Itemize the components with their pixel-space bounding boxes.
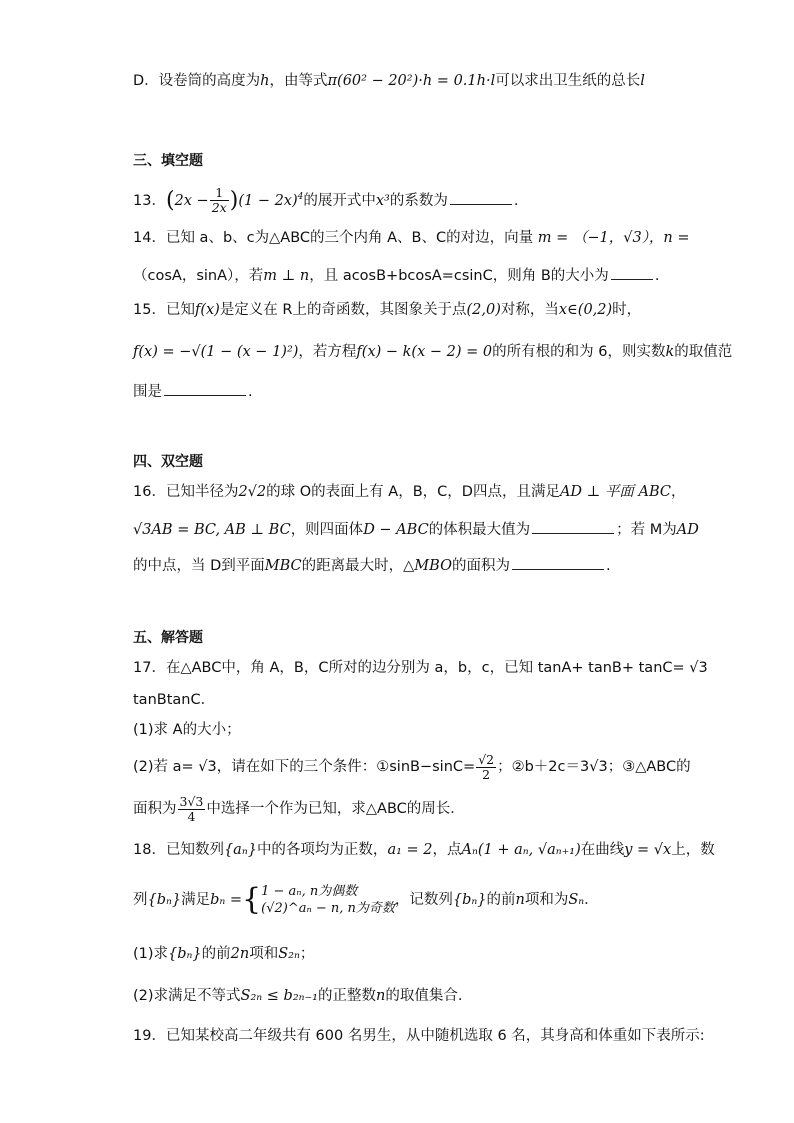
option-d-formula: π(60² − 20²)·h = 0.1h·l xyxy=(327,73,496,89)
question-16-line-1: 16．已知半径为2√2的球 O的表面上有 A，B，C，D四点，且满足AD ⊥ 平面 ABC， xyxy=(133,484,686,500)
question-19-line-1: 19．已知某校高二年级共有 600 名男生，从中随机选取 6 名，其身高和体重如下表所示: xyxy=(133,1028,705,1044)
height-var: h xyxy=(260,73,270,89)
question-18-part-2: (2)求满足不等式S₂ₙ ≤ b₂ₙ₋₁的正整数n的取值集合. xyxy=(133,988,463,1004)
option-d-suffix: 可以求出卫生纸的总长 xyxy=(495,73,641,89)
q16-answer-blank-1[interactable] xyxy=(532,518,614,534)
question-17-line-1: 17．在△ABC中，角 A，B，C所对的边分别为 a，b，c，已知 tanA+ tanB+ tanC= √3 xyxy=(133,660,708,676)
q14-vectors: m = （−1，√3），n = xyxy=(537,230,690,246)
q13-term: x³ xyxy=(375,192,390,209)
section-heading-fill-in: 三、填空题 xyxy=(133,153,203,169)
option-d-prefix: D．设卷筒的高度为 xyxy=(133,73,261,89)
question-13: 13．(2x − $\frac{1}{2x}$ )$(1 - 2x)^4$的展开式中x³的系数为 . xyxy=(133,185,519,216)
q14-answer-blank[interactable] xyxy=(611,264,653,280)
question-17-part-2: (2)若 a= √3，请在如下的三个条件：①sinB−sinC= $\frac{√2}{2}$ ；②b＋2c＝3√3；③△ABC的 xyxy=(133,751,691,782)
question-18-line-2: 列{bₙ}满足bₙ ={ 1 − aₙ, n为偶数 (√2)^aₙ − n, n为奇数 ，记数列{bₙ}的前n项和为Sₙ． xyxy=(133,882,599,917)
section-heading-double-blank: 四、双空题 xyxy=(133,454,203,470)
q17-fraction-1: $\frac{√2}{2}$ xyxy=(478,751,495,782)
q15-function-def: f(x) = −√(1 − (x − 1)²) xyxy=(133,344,299,360)
question-18-line-1: 18．已知数列{aₙ}中的各项均为正数，a₁ = 2，点Aₙ(1 + aₙ, √aₙ₊₁)在曲线y = √x上，数 xyxy=(133,842,715,858)
question-15-line-3: 围是 . xyxy=(133,380,661,402)
q14-perpendicular: m ⊥ n xyxy=(263,268,310,284)
question-17-part-2-cont: 面积为 $\frac{3√3}{4}$ 中选择一个作为已知，求△ABC的周长． xyxy=(133,793,465,824)
q13-expr-b: (1 − 2x) xyxy=(238,192,298,209)
q18-piecewise: 1 − aₙ, n为偶数 (√2)^aₙ − n, n为奇数 xyxy=(261,884,395,916)
question-14-line-2: （cosA，sinA），若m ⊥ n，且 acosB+bcosA=csinC，则角 B的大小为 . xyxy=(133,264,661,286)
q13-expr-a: 2x − xyxy=(174,192,209,209)
option-d-line xyxy=(133,71,661,91)
q13-answer-blank[interactable] xyxy=(450,189,512,205)
q15-equation: f(x) − k(x − 2) = 0 xyxy=(356,344,493,360)
q13-fraction: $\frac{1}{2x}$ xyxy=(211,185,227,216)
q15-answer-blank[interactable] xyxy=(164,380,246,396)
question-15-line-1: 15．已知f(x)是定义在 R上的奇函数，其图象关于点(2,0)对称，当x∈(0,2)时， xyxy=(133,302,642,318)
question-16-line-3: 的中点，当 D到平面MBC的距离最大时，△MBO的面积为 . xyxy=(133,554,661,576)
question-17-part-1: (1)求 A的大小； xyxy=(133,722,241,738)
section-heading-solve: 五、解答题 xyxy=(133,630,203,646)
question-16-line-2: √3AB = BC, AB ⊥ BC，则四面体D − ABC的体积最大值为 ；若 M为AD xyxy=(133,518,661,540)
question-14-line-1: 14．已知 a、b、c为△ABC的三个内角 A、B、C的对边，向量 m = （−1，√3），n = xyxy=(133,230,690,246)
option-d-mid: ，由等式 xyxy=(269,73,328,89)
length-var: l xyxy=(640,73,645,89)
question-18-part-1: (1)求{bₙ}的前2n项和S₂ₙ； xyxy=(133,946,315,962)
q16-answer-blank-2[interactable] xyxy=(512,554,604,570)
question-17-line-2: tanBtanC． xyxy=(133,692,216,708)
q17-fraction-2: $\frac{3√3}{4}$ xyxy=(179,793,204,824)
q13-number: 13． xyxy=(133,192,166,209)
question-15-line-2: f(x) = −√(1 − (x − 1)²)，若方程f(x) − k(x − 2) = 0的所有根的和为 6，则实数k的取值范 xyxy=(133,344,733,360)
